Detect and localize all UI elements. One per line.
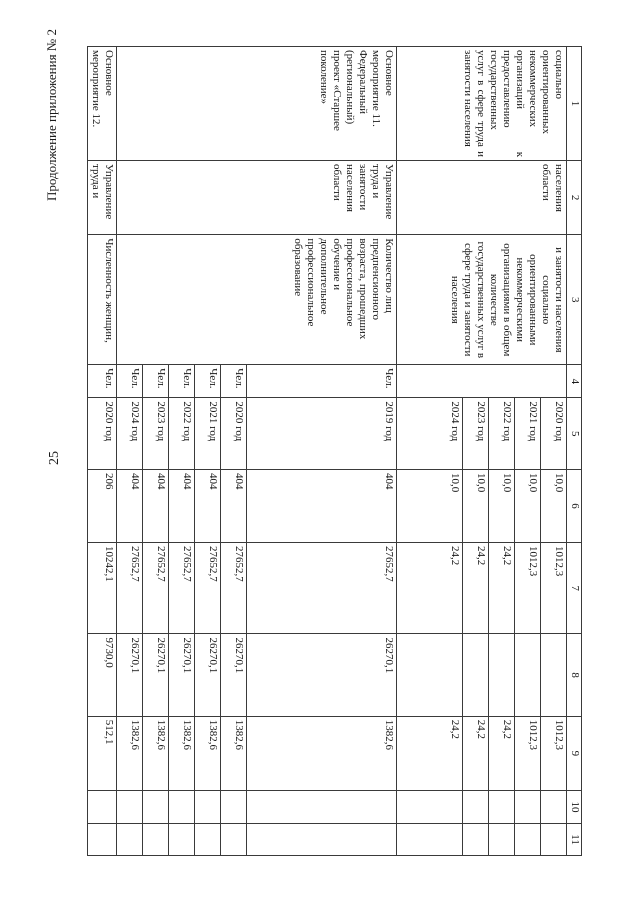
year-cell: 2020 год: [541, 398, 567, 470]
total-amount: 24,2: [397, 542, 463, 634]
measure-description: Основное мероприятие 11. Федеральный (региональный) проект «Старшее поколение»: [117, 47, 397, 161]
measure-description: Основное мероприятие 12.: [88, 47, 117, 161]
indicator-value: 404: [117, 470, 143, 543]
col-header-10: 10: [567, 790, 582, 823]
federal-amount: [541, 634, 567, 716]
empty-cell: [221, 790, 247, 823]
unit-cell: [397, 365, 567, 398]
indicator-description: и занятости населения социально ориентированными некоммерческими организациями в общем количестве государственных услуг в сфере труда и занятости населения: [397, 235, 567, 365]
indicator-value: 10,0: [541, 470, 567, 543]
page-number: 25: [47, 451, 62, 465]
indicator-description: Количество лиц предпенсионного возраста, прошедших профессиональное обучение и дополнительное профессиональное образование: [117, 235, 397, 365]
empty-cell: [88, 824, 117, 856]
measure-description: социально ориентированных некоммерческих организаций к предоставлению государственных услуг в сфере труда и занятости населения: [397, 47, 567, 161]
year-cell: 2021 год: [515, 398, 541, 470]
federal-amount: [463, 634, 489, 716]
indicator-description: Численность женщин,: [88, 235, 117, 365]
unit-cell: Чел.: [169, 365, 195, 398]
table-row: [247, 47, 397, 856]
total-amount: 1012,3: [541, 542, 567, 634]
total-amount: 24,2: [489, 542, 515, 634]
unit-cell: Чел.: [247, 365, 397, 398]
col-header-11: 11: [567, 824, 582, 856]
col-header-8: 8: [567, 634, 582, 716]
empty-cell: [463, 824, 489, 856]
unit-cell: Чел.: [195, 365, 221, 398]
empty-cell: [169, 824, 195, 856]
federal-amount: 26270,1: [117, 634, 143, 716]
col-header-3: 3: [567, 235, 582, 365]
empty-cell: [463, 790, 489, 823]
year-cell: 2019 год: [247, 398, 397, 470]
col-header-7: 7: [567, 542, 582, 634]
total-amount: 27652,7: [195, 542, 221, 634]
empty-cell: [247, 790, 397, 823]
total-amount: 10242,1: [88, 542, 117, 634]
federal-amount: [515, 634, 541, 716]
empty-cell: [489, 824, 515, 856]
indicator-value: 404: [169, 470, 195, 543]
total-amount: 1012,3: [515, 542, 541, 634]
unit-cell: Чел.: [221, 365, 247, 398]
table-row: [88, 47, 117, 856]
col-header-1: 1: [567, 47, 582, 161]
empty-cell: [195, 824, 221, 856]
col-header-6: 6: [567, 470, 582, 543]
total-amount: 27652,7: [221, 542, 247, 634]
regional-amount: 1382,6: [247, 716, 397, 790]
regional-amount: 24,2: [463, 716, 489, 790]
empty-cell: [515, 790, 541, 823]
empty-cell: [221, 824, 247, 856]
year-cell: 2020 год: [88, 398, 117, 470]
empty-cell: [195, 790, 221, 823]
federal-amount: 26270,1: [221, 634, 247, 716]
total-amount: 27652,7: [247, 542, 397, 634]
indicator-value: 404: [143, 470, 169, 543]
empty-cell: [143, 790, 169, 823]
year-cell: 2024 год: [397, 398, 463, 470]
unit-cell: Чел.: [88, 365, 117, 398]
regional-amount: 512,1: [88, 716, 117, 790]
regional-amount: 1382,6: [143, 716, 169, 790]
unit-cell: Чел.: [117, 365, 143, 398]
federal-amount: 9730,0: [88, 634, 117, 716]
year-cell: 2024 год: [117, 398, 143, 470]
year-cell: 2023 год: [143, 398, 169, 470]
empty-cell: [117, 790, 143, 823]
program-table: [87, 46, 582, 856]
year-cell: 2022 год: [169, 398, 195, 470]
empty-cell: [489, 790, 515, 823]
regional-amount: 24,2: [489, 716, 515, 790]
year-cell: 2022 год: [489, 398, 515, 470]
empty-cell: [541, 824, 567, 856]
regional-amount: 1382,6: [221, 716, 247, 790]
federal-amount: 26270,1: [247, 634, 397, 716]
responsible-executor: населения области: [397, 161, 567, 235]
table-row: [541, 47, 567, 856]
col-header-9: 9: [567, 716, 582, 790]
empty-cell: [169, 790, 195, 823]
unit-cell: Чел.: [143, 365, 169, 398]
empty-cell: [541, 790, 567, 823]
indicator-value: 404: [195, 470, 221, 543]
indicator-value: 10,0: [463, 470, 489, 543]
regional-amount: 1382,6: [195, 716, 221, 790]
year-cell: 2021 год: [195, 398, 221, 470]
indicator-value: 10,0: [489, 470, 515, 543]
empty-cell: [515, 824, 541, 856]
col-header-2: 2: [567, 161, 582, 235]
empty-cell: [117, 824, 143, 856]
total-amount: 27652,7: [169, 542, 195, 634]
year-cell: 2020 год: [221, 398, 247, 470]
regional-amount: 1382,6: [117, 716, 143, 790]
empty-cell: [143, 824, 169, 856]
responsible-executor: Управление труда и: [88, 161, 117, 235]
indicator-value: 10,0: [515, 470, 541, 543]
federal-amount: [397, 634, 463, 716]
federal-amount: 26270,1: [169, 634, 195, 716]
year-cell: 2023 год: [463, 398, 489, 470]
indicator-value: 404: [221, 470, 247, 543]
total-amount: 24,2: [463, 542, 489, 634]
regional-amount: 1382,6: [169, 716, 195, 790]
indicator-value: 10,0: [397, 470, 463, 543]
regional-amount: 24,2: [397, 716, 463, 790]
regional-amount: 1012,3: [515, 716, 541, 790]
empty-cell: [397, 790, 463, 823]
col-header-4: 4: [567, 365, 582, 398]
federal-amount: 26270,1: [195, 634, 221, 716]
responsible-executor: Управление труда и занятости населения области: [117, 161, 397, 235]
col-header-5: 5: [567, 398, 582, 470]
indicator-value: 404: [247, 470, 397, 543]
indicator-value: 206: [88, 470, 117, 543]
empty-cell: [397, 824, 463, 856]
appendix-header: Продолжение приложения № 2: [44, 29, 59, 201]
federal-amount: 26270,1: [143, 634, 169, 716]
total-amount: 27652,7: [117, 542, 143, 634]
header-row: [567, 47, 582, 856]
total-amount: 27652,7: [143, 542, 169, 634]
rotated-table-container: [89, 46, 582, 856]
federal-amount: [489, 634, 515, 716]
regional-amount: 1012,3: [541, 716, 567, 790]
empty-cell: [247, 824, 397, 856]
empty-cell: [88, 790, 117, 823]
